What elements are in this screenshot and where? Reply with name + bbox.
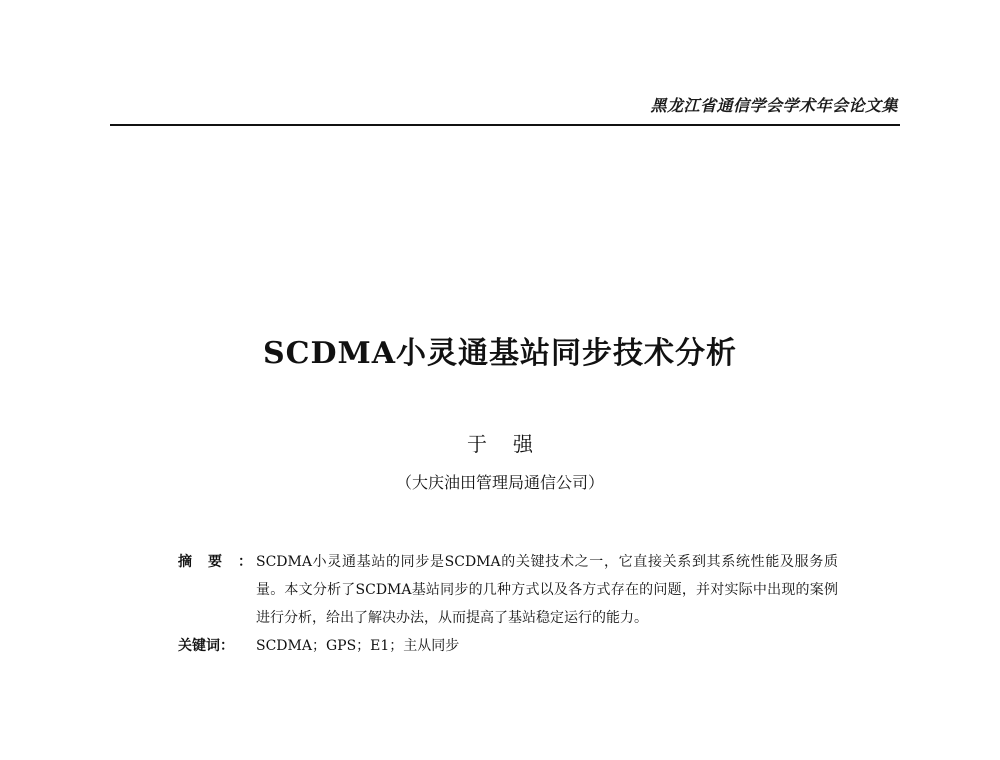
abstract-label	[178, 548, 256, 576]
keywords-separator: ：	[220, 638, 234, 654]
abstract-separator: ：	[238, 554, 252, 570]
keywords-row	[178, 632, 838, 660]
author-affiliation: （大庆油田管理局通信公司）	[395, 473, 604, 492]
header-rule	[110, 124, 900, 126]
abstract-section	[178, 548, 838, 660]
author-name: 于强	[467, 432, 559, 456]
abstract-label-text: 摘要	[178, 554, 238, 570]
keywords-label-text: 关键词	[178, 638, 220, 654]
abstract-text: SCDMA小灵通基站的同步是SCDMA的关键技术之一，它直接关系到其系统性能及服务质量。本文分析了SCDMA基站同步的几种方式以及各方式存在的问题，并对实际中出现的案例进行分析，给出了解决办法，从而提高了基站稳定运行的能力。	[256, 554, 838, 626]
keywords-label	[178, 632, 256, 660]
paper-title: SCDMA小灵通基站同步技术分析	[262, 336, 738, 371]
abstract-row	[178, 548, 838, 632]
keywords-text: SCDMA；GPS；E1；主从同步	[256, 638, 460, 654]
running-header: 黑龙江省通信学会学术年会论文集	[650, 96, 898, 115]
